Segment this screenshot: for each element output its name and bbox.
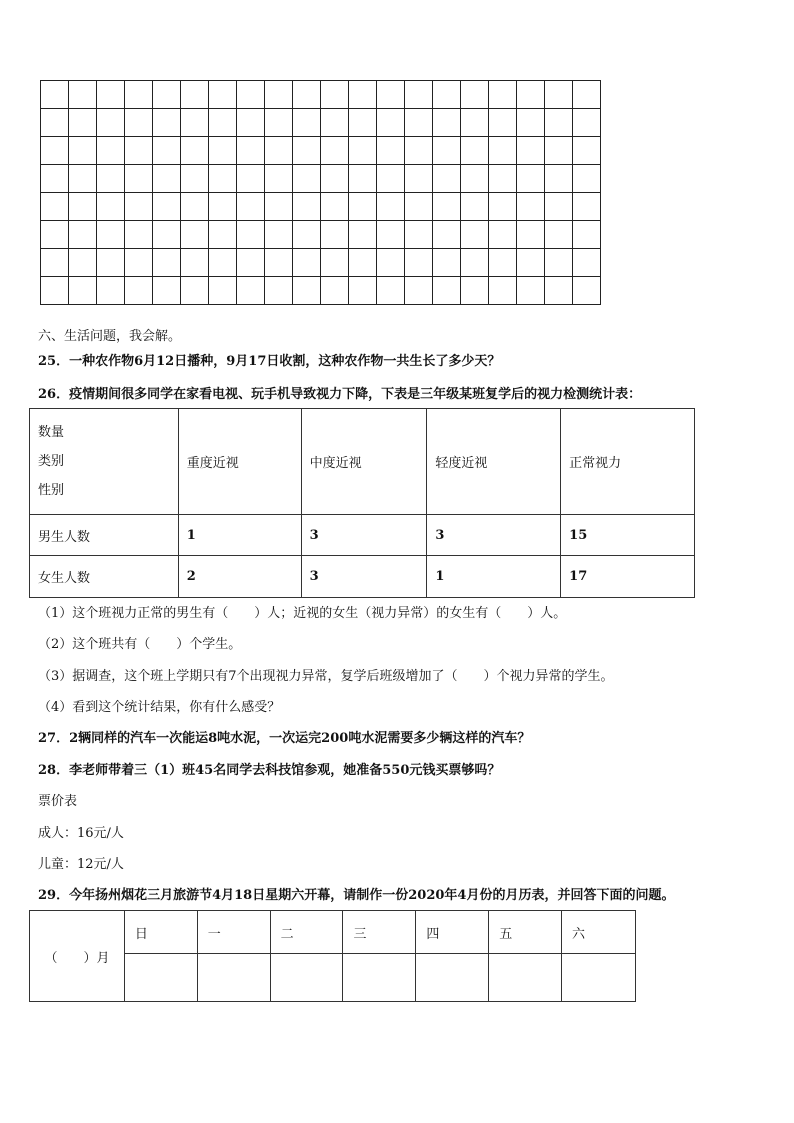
grid-cell bbox=[349, 221, 377, 249]
grid-cell bbox=[517, 137, 545, 165]
grid-cell bbox=[153, 277, 181, 305]
grid-cell bbox=[181, 221, 209, 249]
grid-cell bbox=[377, 221, 405, 249]
grid-cell bbox=[97, 137, 125, 165]
grid-cell bbox=[265, 81, 293, 109]
grid-cell bbox=[237, 109, 265, 137]
row-label: 男生人数 bbox=[30, 515, 179, 556]
grid-cell bbox=[489, 137, 517, 165]
grid-cell bbox=[97, 165, 125, 193]
grid-cell bbox=[97, 221, 125, 249]
question-26-sub-1: （1）这个班视力正常的男生有（ ）人；近视的女生（视力异常）的女生有（ ）人。 bbox=[38, 606, 567, 621]
grid-cell bbox=[293, 165, 321, 193]
grid-cell bbox=[489, 81, 517, 109]
grid-cell bbox=[41, 165, 69, 193]
grid-row bbox=[41, 193, 601, 221]
grid-cell bbox=[41, 109, 69, 137]
grid-cell bbox=[69, 277, 97, 305]
grid-cell bbox=[545, 81, 573, 109]
grid-cell bbox=[545, 249, 573, 277]
grid-cell bbox=[265, 277, 293, 305]
grid-cell bbox=[461, 249, 489, 277]
grid-cell bbox=[97, 81, 125, 109]
grid-cell bbox=[517, 109, 545, 137]
grid-cell bbox=[181, 277, 209, 305]
grid-cell bbox=[125, 221, 153, 249]
grid-row bbox=[41, 81, 601, 109]
grid-cell bbox=[489, 249, 517, 277]
corner-label-gender: 性别 bbox=[38, 483, 65, 498]
grid-cell bbox=[237, 249, 265, 277]
column-header-mild: 轻度近视 bbox=[427, 409, 561, 515]
grid-cell bbox=[209, 109, 237, 137]
writing-grid bbox=[40, 80, 601, 305]
grid-cell bbox=[209, 81, 237, 109]
grid-cell bbox=[237, 277, 265, 305]
grid-cell bbox=[209, 193, 237, 221]
grid-cell bbox=[461, 165, 489, 193]
question-26-sub-4: （4）看到这个统计结果，你有什么感受？ bbox=[38, 700, 281, 715]
question-26-intro: 26．疫情期间很多同学在家看电视、玩手机导致视力下降，下表是三年级某班复学后的视力检测统计表： bbox=[38, 387, 642, 402]
grid-cell bbox=[125, 193, 153, 221]
row-label: 女生人数 bbox=[30, 556, 179, 598]
grid-cell bbox=[237, 81, 265, 109]
grid-cell bbox=[265, 137, 293, 165]
grid-cell bbox=[405, 109, 433, 137]
grid-cell bbox=[293, 109, 321, 137]
weekday-mon: 一 bbox=[197, 911, 270, 954]
grid-cell bbox=[125, 249, 153, 277]
grid-cell bbox=[349, 193, 377, 221]
weekday-sun: 日 bbox=[124, 911, 197, 954]
grid-row bbox=[41, 109, 601, 137]
grid-cell bbox=[573, 109, 601, 137]
grid-cell bbox=[377, 109, 405, 137]
grid-cell bbox=[97, 109, 125, 137]
grid-cell bbox=[209, 137, 237, 165]
table-row-boys bbox=[30, 515, 695, 556]
weekday-wed: 三 bbox=[343, 911, 416, 954]
grid-cell bbox=[573, 249, 601, 277]
corner-label-quantity: 数量 bbox=[38, 425, 65, 440]
weekday-thu: 四 bbox=[416, 911, 489, 954]
grid-cell bbox=[69, 81, 97, 109]
grid-cell bbox=[41, 221, 69, 249]
question-26-sub-3: （3）据调查，这个班上学期只有7个出现视力异常，复学后班级增加了（ ）个视力异常的学生。 bbox=[38, 669, 614, 684]
grid-cell bbox=[433, 249, 461, 277]
grid-cell bbox=[377, 137, 405, 165]
grid-cell bbox=[489, 109, 517, 137]
grid-cell bbox=[517, 249, 545, 277]
grid-cell bbox=[237, 165, 265, 193]
ticket-price-child: 儿童：12元/人 bbox=[38, 857, 124, 872]
grid-cell bbox=[461, 109, 489, 137]
grid-cell bbox=[489, 221, 517, 249]
grid-cell bbox=[405, 165, 433, 193]
grid-cell bbox=[181, 193, 209, 221]
grid-cell bbox=[181, 165, 209, 193]
grid-cell bbox=[153, 109, 181, 137]
grid-cell bbox=[321, 137, 349, 165]
grid-cell bbox=[489, 277, 517, 305]
grid-row bbox=[41, 165, 601, 193]
grid-cell bbox=[41, 277, 69, 305]
table-cell: 1 bbox=[178, 515, 301, 556]
grid-cell bbox=[461, 193, 489, 221]
grid-cell bbox=[125, 137, 153, 165]
grid-cell bbox=[545, 193, 573, 221]
grid-row bbox=[41, 249, 601, 277]
grid-cell bbox=[41, 137, 69, 165]
grid-cell bbox=[433, 165, 461, 193]
calendar-weekday-row bbox=[30, 911, 636, 954]
grid-cell bbox=[265, 165, 293, 193]
grid-cell bbox=[377, 249, 405, 277]
grid-cell bbox=[517, 277, 545, 305]
table-cell: 1 bbox=[427, 556, 561, 598]
grid-cell bbox=[573, 277, 601, 305]
grid-cell bbox=[573, 221, 601, 249]
grid-cell bbox=[125, 277, 153, 305]
grid-cell bbox=[405, 193, 433, 221]
weekday-sat: 六 bbox=[562, 911, 636, 954]
grid-cell bbox=[377, 165, 405, 193]
column-header-normal: 正常视力 bbox=[561, 409, 695, 515]
weekday-fri: 五 bbox=[489, 911, 562, 954]
calendar-empty-cell[interactable] bbox=[489, 954, 562, 1002]
grid-cell bbox=[349, 109, 377, 137]
table-cell: 3 bbox=[301, 515, 427, 556]
table-cell: 3 bbox=[301, 556, 427, 598]
grid-cell bbox=[545, 221, 573, 249]
grid-cell bbox=[293, 193, 321, 221]
grid-cell bbox=[153, 221, 181, 249]
calendar-empty-cell[interactable] bbox=[197, 954, 270, 1002]
grid-cell bbox=[405, 249, 433, 277]
grid-cell bbox=[69, 137, 97, 165]
grid-cell bbox=[489, 165, 517, 193]
grid-cell bbox=[181, 81, 209, 109]
grid-cell bbox=[377, 277, 405, 305]
table-corner-cell bbox=[30, 409, 179, 515]
grid-cell bbox=[405, 221, 433, 249]
grid-cell bbox=[209, 221, 237, 249]
grid-cell bbox=[461, 137, 489, 165]
grid-cell bbox=[377, 81, 405, 109]
grid-cell bbox=[433, 277, 461, 305]
grid-cell bbox=[181, 137, 209, 165]
grid-cell bbox=[41, 193, 69, 221]
grid-cell bbox=[321, 221, 349, 249]
column-header-severe: 重度近视 bbox=[178, 409, 301, 515]
grid-cell bbox=[545, 109, 573, 137]
grid-cell bbox=[237, 137, 265, 165]
grid-row bbox=[41, 277, 601, 305]
grid-cell bbox=[573, 81, 601, 109]
question-27: 27．2辆同样的汽车一次能运8吨水泥，一次运完200吨水泥需要多少辆这样的汽车？ bbox=[38, 731, 531, 746]
grid-cell bbox=[573, 165, 601, 193]
grid-cell bbox=[97, 249, 125, 277]
grid-cell bbox=[517, 81, 545, 109]
vision-stats-table bbox=[29, 408, 695, 598]
grid-cell bbox=[293, 137, 321, 165]
grid-cell bbox=[265, 193, 293, 221]
grid-cell bbox=[69, 221, 97, 249]
grid-row bbox=[41, 221, 601, 249]
grid-cell bbox=[433, 193, 461, 221]
grid-cell bbox=[349, 81, 377, 109]
grid-cell bbox=[181, 109, 209, 137]
grid-cell bbox=[349, 277, 377, 305]
grid-cell bbox=[545, 277, 573, 305]
grid-cell bbox=[461, 81, 489, 109]
grid-cell bbox=[209, 277, 237, 305]
grid-cell bbox=[97, 277, 125, 305]
grid-cell bbox=[69, 193, 97, 221]
grid-cell bbox=[69, 109, 97, 137]
grid-cell bbox=[349, 137, 377, 165]
section-6-heading: 六、生活问题，我会解。 bbox=[38, 329, 182, 344]
grid-cell bbox=[573, 137, 601, 165]
grid-cell bbox=[293, 81, 321, 109]
table-cell: 3 bbox=[427, 515, 561, 556]
grid-cell bbox=[517, 221, 545, 249]
grid-cell bbox=[461, 221, 489, 249]
column-header-moderate: 中度近视 bbox=[301, 409, 427, 515]
calendar-empty-cell[interactable] bbox=[562, 954, 636, 1002]
grid-cell bbox=[97, 193, 125, 221]
grid-cell bbox=[321, 249, 349, 277]
grid-cell bbox=[321, 109, 349, 137]
calendar-empty-cell[interactable] bbox=[343, 954, 416, 1002]
grid-cell bbox=[153, 81, 181, 109]
calendar-month-label: （ ）月 bbox=[30, 911, 125, 1002]
grid-cell bbox=[69, 249, 97, 277]
grid-cell bbox=[181, 249, 209, 277]
grid-cell bbox=[41, 249, 69, 277]
weekday-tue: 二 bbox=[270, 911, 343, 954]
ticket-price-adult: 成人：16元/人 bbox=[38, 826, 124, 841]
grid-cell bbox=[349, 165, 377, 193]
table-row-girls bbox=[30, 556, 695, 598]
calendar-empty-cell[interactable] bbox=[416, 954, 489, 1002]
table-header-row bbox=[30, 409, 695, 515]
question-28: 28．李老师带着三（1）班45名同学去科技馆参观，她准备550元钱买票够吗？ bbox=[38, 763, 501, 778]
grid-cell bbox=[405, 81, 433, 109]
grid-cell bbox=[545, 137, 573, 165]
table-cell: 17 bbox=[561, 556, 695, 598]
question-25: 25．一种农作物6月12日播种，9月17日收割，这种农作物一共生长了多少天？ bbox=[38, 354, 501, 369]
grid-cell bbox=[461, 277, 489, 305]
grid-cell bbox=[433, 137, 461, 165]
grid-cell bbox=[237, 193, 265, 221]
grid-cell bbox=[405, 137, 433, 165]
grid-cell bbox=[209, 249, 237, 277]
grid-cell bbox=[237, 221, 265, 249]
april-calendar-table bbox=[29, 910, 636, 1002]
grid-cell bbox=[265, 221, 293, 249]
grid-cell bbox=[517, 193, 545, 221]
grid-cell bbox=[41, 81, 69, 109]
grid-cell bbox=[545, 165, 573, 193]
grid-cell bbox=[125, 165, 153, 193]
grid-cell bbox=[321, 277, 349, 305]
calendar-empty-cell[interactable] bbox=[270, 954, 343, 1002]
grid-cell bbox=[405, 277, 433, 305]
grid-cell bbox=[293, 221, 321, 249]
grid-cell bbox=[321, 193, 349, 221]
grid-cell bbox=[153, 193, 181, 221]
question-26-sub-2: （2）这个班共有（ ）个学生。 bbox=[38, 637, 242, 652]
corner-label-category: 类别 bbox=[38, 454, 65, 469]
grid-cell bbox=[125, 109, 153, 137]
grid-cell bbox=[125, 81, 153, 109]
grid-cell bbox=[209, 165, 237, 193]
grid-cell bbox=[153, 137, 181, 165]
grid-cell bbox=[517, 165, 545, 193]
table-cell: 15 bbox=[561, 515, 695, 556]
grid-cell bbox=[265, 109, 293, 137]
grid-cell bbox=[293, 249, 321, 277]
grid-cell bbox=[293, 277, 321, 305]
grid-row bbox=[41, 137, 601, 165]
grid-cell bbox=[377, 193, 405, 221]
grid-cell bbox=[573, 193, 601, 221]
grid-cell bbox=[153, 165, 181, 193]
ticket-price-title: 票价表 bbox=[38, 794, 78, 809]
table-cell: 2 bbox=[178, 556, 301, 598]
grid-cell bbox=[433, 81, 461, 109]
grid-cell bbox=[69, 165, 97, 193]
grid-cell bbox=[321, 165, 349, 193]
grid-cell bbox=[321, 81, 349, 109]
question-29: 29．今年扬州烟花三月旅游节4月18日星期六开幕，请制作一份2020年4月份的月历表，并回答下面的问题。 bbox=[38, 888, 675, 903]
grid-cell bbox=[433, 109, 461, 137]
grid-cell bbox=[349, 249, 377, 277]
grid-cell bbox=[433, 221, 461, 249]
grid-cell bbox=[153, 249, 181, 277]
grid-cell bbox=[489, 193, 517, 221]
calendar-empty-cell[interactable] bbox=[124, 954, 197, 1002]
grid-cell bbox=[265, 249, 293, 277]
